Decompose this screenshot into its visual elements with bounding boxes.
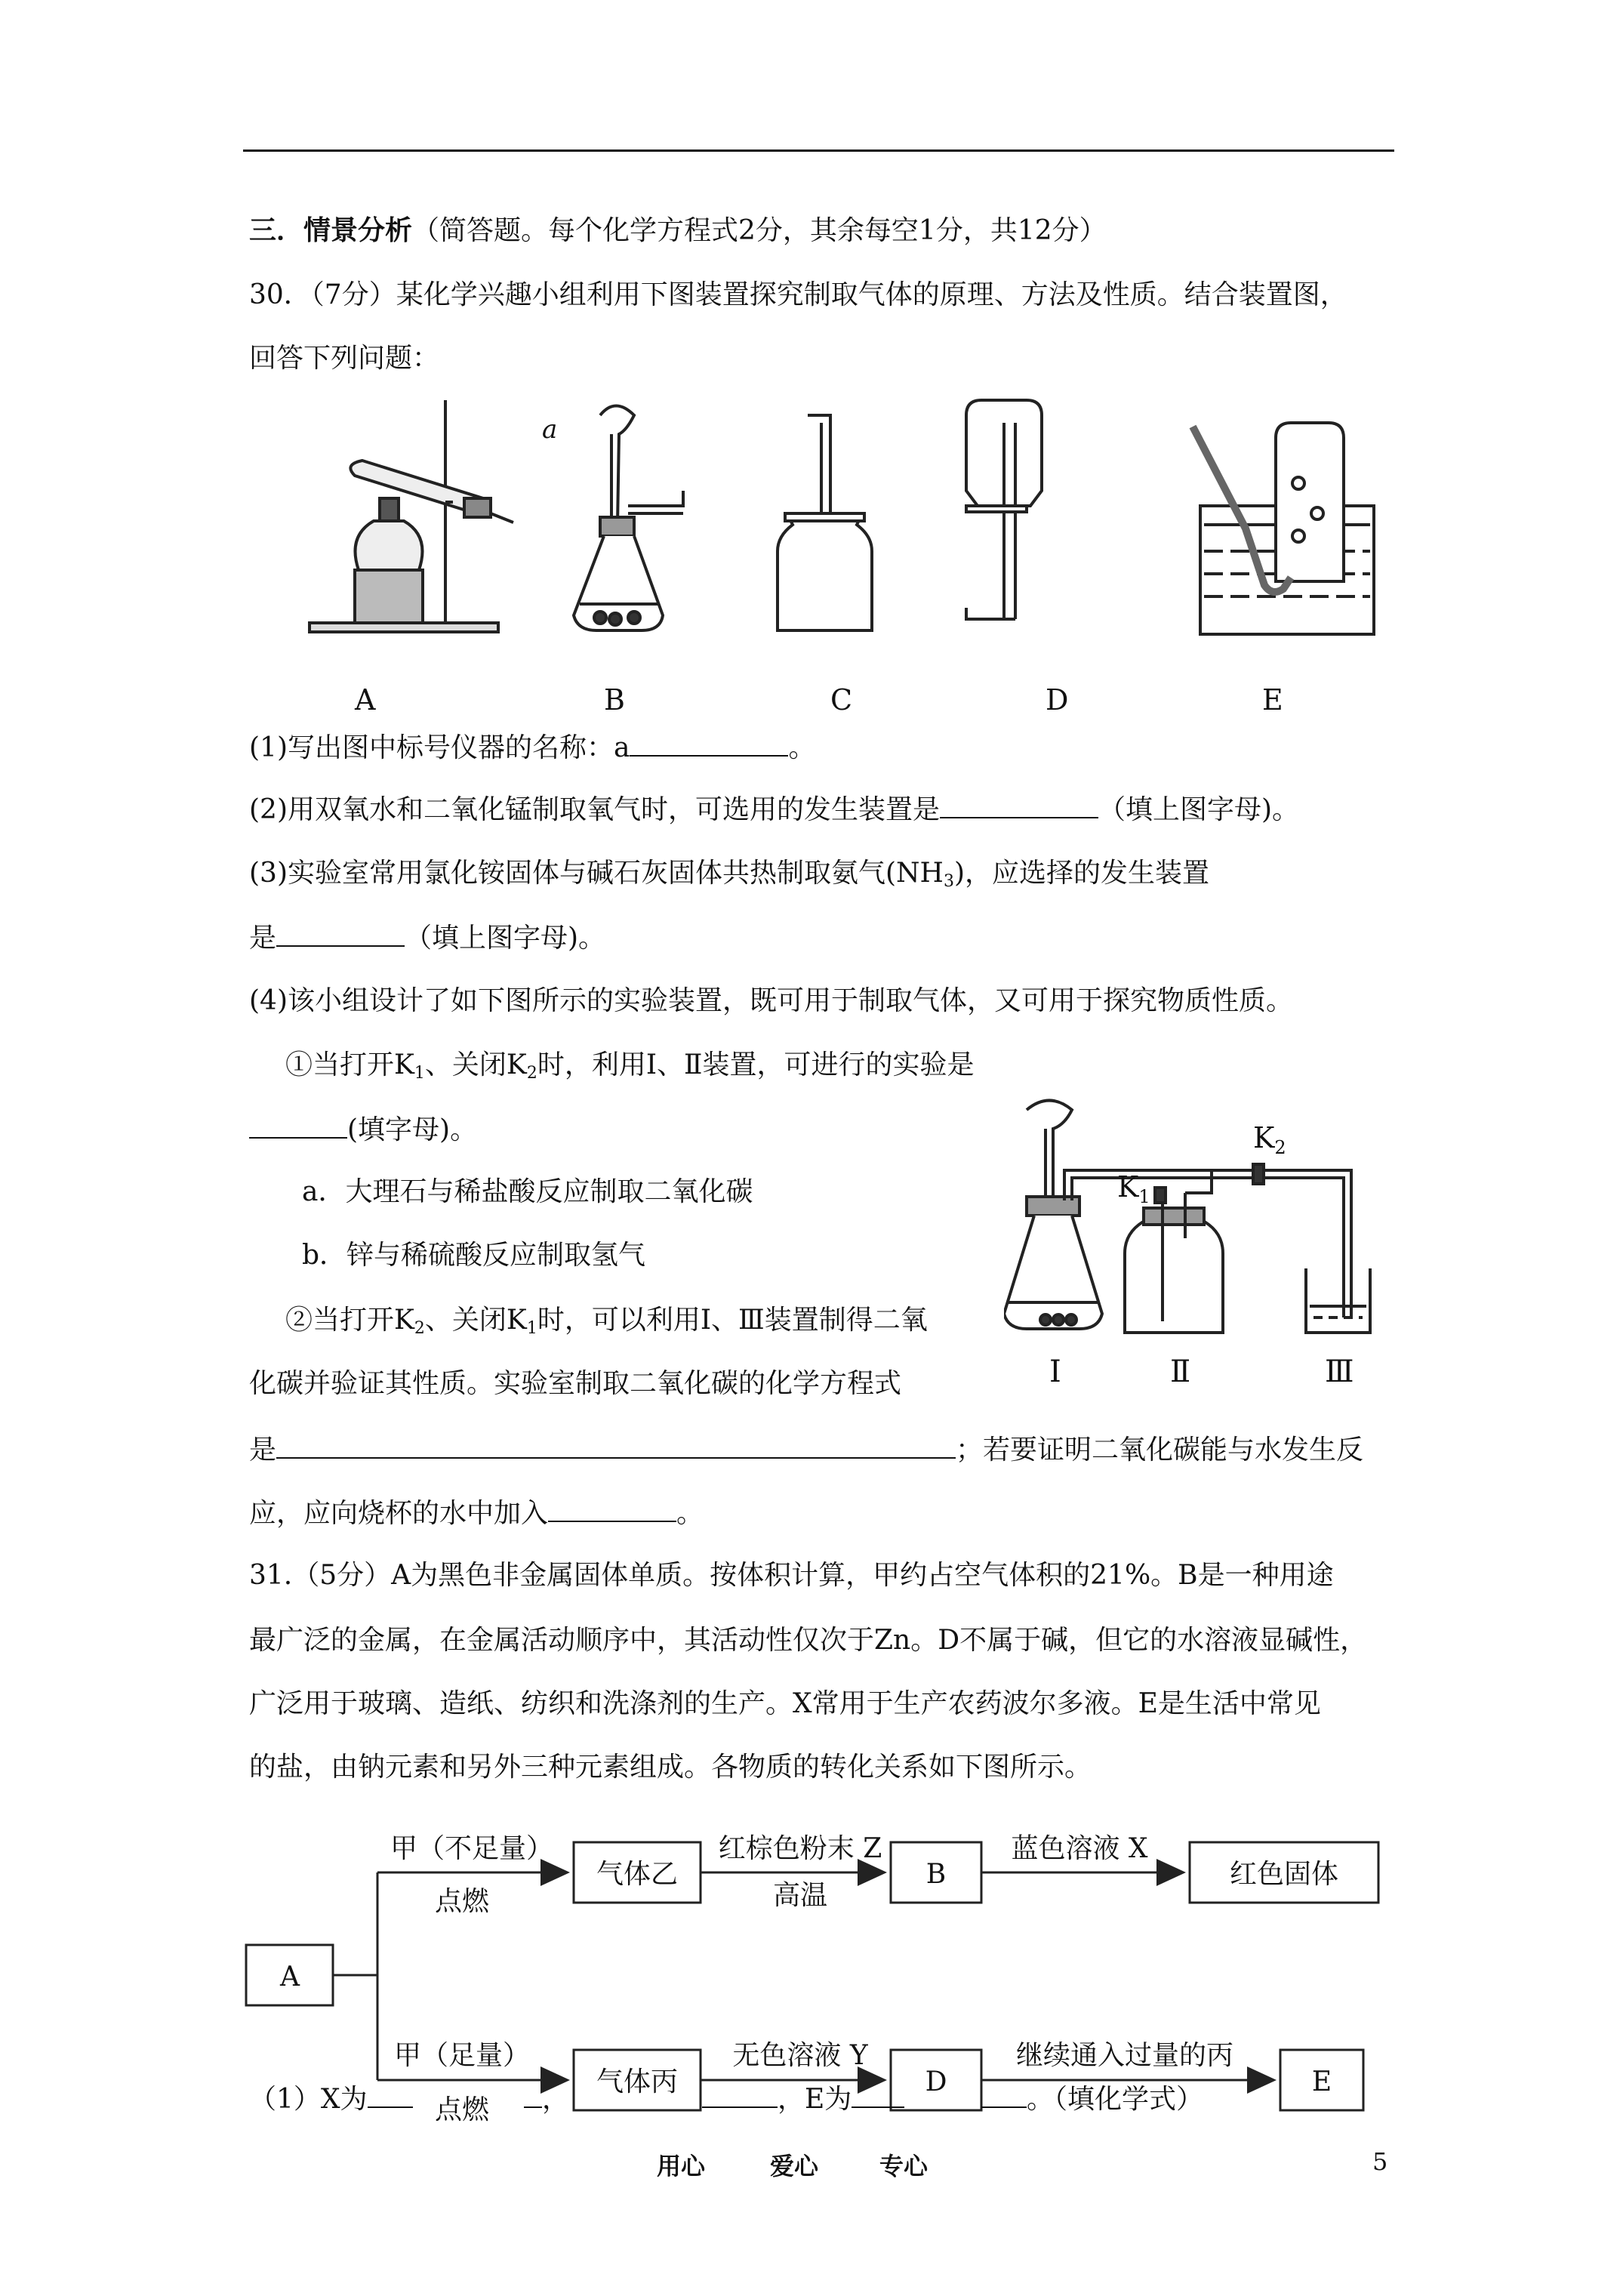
footer-right: 专心 <box>879 2152 929 2180</box>
section-note: （简答题。每个化学方程式2分，其余每空1分，共12分） <box>412 215 1107 246</box>
node-gas-bing: 气体丙 <box>596 2066 679 2097</box>
apparatus-label-d: D <box>1046 683 1069 717</box>
q31-suffix: 。（填化学式） <box>1027 2084 1204 2115</box>
conversion-flowchart <box>242 1820 1404 2122</box>
device-figure <box>1004 1095 1389 1397</box>
q30-sub4-part1-answer <box>249 1111 477 1148</box>
q31-mid1: ， <box>542 2084 570 2115</box>
apparatus-d <box>966 400 1042 619</box>
node-a: A <box>280 1962 300 1992</box>
arrow4-bottom-label: 点燃 <box>434 2094 490 2122</box>
section-title: 三．情景分析 <box>249 214 413 246</box>
q30-sub2 <box>249 791 1299 827</box>
apparatus-c <box>778 415 872 630</box>
header-rule <box>243 149 1394 152</box>
apparatus-label-e: E <box>1262 683 1283 717</box>
q31-blank2a[interactable] <box>524 2081 542 2108</box>
q31-line3: 广泛用于玻璃、造纸、纺织和洗涤剂的生产。X常用于生产农药波尔多液。E是生活中常见 <box>249 1688 1321 1719</box>
p1-c: 时，利用Ⅰ、Ⅱ装置，可进行的实验是 <box>537 1049 975 1080</box>
option-a: a．大理石与稀盐酸反应制取二氧化碳 <box>302 1176 753 1207</box>
apparatus-label-c: C <box>830 683 853 717</box>
option-b: b．锌与稀硫酸反应制取氢气 <box>302 1240 646 1271</box>
reagent-blank[interactable] <box>548 1495 676 1522</box>
apparatus-label-a: A <box>355 683 376 717</box>
p2-line4-prefix: 应，应向烧杯的水中加入 <box>249 1498 549 1529</box>
p2-a: ②当打开K <box>285 1305 414 1336</box>
q30-sub4-blank1[interactable] <box>249 1111 347 1139</box>
node-e: E <box>1311 2066 1332 2097</box>
q30-sub1 <box>249 729 815 766</box>
q31-line2: 最广泛的金属，在金属活动顺序中，其活动性仅次于Zn。D不属于碱，但它的水溶液显碱性， <box>249 1625 1368 1656</box>
arrow6-top-label: 继续通入过量的丙 <box>1015 2040 1234 2071</box>
q30-sub4-part2-line4 <box>249 1495 704 1531</box>
arrow3-top-label: 蓝色溶液 X <box>1011 1833 1148 1864</box>
q30-sub3-text: (3)实验室常用氯化铵固体与碱石灰固体共热制取氨气(NH <box>249 858 944 889</box>
arrow2-top-label: 红棕色粉末 Z <box>718 1833 882 1864</box>
q31-sub1-end <box>981 2081 1203 2117</box>
apparatus-e <box>1193 423 1374 634</box>
p2-line3-prefix: 是 <box>249 1435 277 1465</box>
nh3-subscript: 3 <box>943 872 954 891</box>
arrow4-top-label: 甲（足量） <box>393 2040 531 2071</box>
node-gas-yi: 气体乙 <box>596 1859 679 1890</box>
valve-k2-label: $K_2$ <box>1253 1121 1286 1158</box>
q30-sub3-text-end: )，应选择的发生装置 <box>953 858 1209 889</box>
q30-sub3-line2-prefix: 是 <box>249 923 277 954</box>
q30-sub2-blank[interactable] <box>940 791 1098 818</box>
q30-sub2-text: (2)用双氧水和二氧化锰制取氧气时，可选用的发生装置是 <box>249 794 940 825</box>
q31-mid2: ，E为 <box>778 2084 852 2115</box>
device-label-3: Ⅲ <box>1325 1354 1354 1389</box>
q30-sub1-blank[interactable] <box>630 729 788 757</box>
q30-sub4-intro: (4)该小组设计了如下图所示的实验装置，既可用于制取气体，又可用于探究物质性质。 <box>249 985 1293 1016</box>
q30-sub1-text: (1)写出图中标号仪器的名称：a <box>249 732 630 763</box>
q30-sub3-line1 <box>249 856 1209 899</box>
apparatus-a <box>310 400 513 632</box>
p2-sub1: 2 <box>414 1319 425 1338</box>
section-heading <box>249 213 1107 248</box>
equation-blank[interactable] <box>276 1432 956 1459</box>
p1-a: ①当打开K <box>285 1049 414 1080</box>
q31-sub1-mid1 <box>524 2081 569 2117</box>
q30-sub4-part2-line2: 化碳并验证其性质。实验室制取二氧化碳的化学方程式 <box>249 1368 902 1399</box>
q30-sub1-suffix: 。 <box>788 732 816 763</box>
q30-sub4-part2 <box>285 1303 928 1346</box>
p1-sub2: 2 <box>526 1064 537 1083</box>
apparatus-figure <box>302 393 1389 642</box>
q31-line4: 的盐，由钠元素和另外三种元素组成。各物质的转化关系如下图所示。 <box>249 1752 1092 1783</box>
arrow1-bottom-label: 点燃 <box>434 1886 490 1917</box>
arrow1-top-label: 甲（不足量） <box>390 1833 554 1864</box>
apparatus-label-b: B <box>604 683 625 717</box>
q30-sub3-suffix: （填上图字母)。 <box>405 923 606 954</box>
device-label-1: Ⅰ <box>1049 1354 1061 1389</box>
p2-line3-suffix: ；若要证明二氧化碳能与水发生反 <box>956 1435 1364 1465</box>
p1-sub1: 1 <box>414 1064 425 1083</box>
funnel-label-a: a <box>542 415 558 445</box>
node-red-solid: 红色固体 <box>1229 1859 1339 1890</box>
q31-sub1-mid2 <box>702 2081 904 2117</box>
p2-line4-suffix: 。 <box>676 1498 704 1529</box>
q31-sub1-prefix: （1）X为 <box>249 2084 368 2115</box>
page-number: 5 <box>1372 2147 1388 2176</box>
q30-sub4-part2-line3 <box>249 1432 1363 1468</box>
p2-sub2: 1 <box>526 1319 537 1338</box>
q31-x-blank[interactable] <box>368 2081 413 2108</box>
q30-intro-2: 回答下列问题： <box>249 343 440 374</box>
p1-suffix: (填字母)。 <box>347 1114 478 1145</box>
q30-sub3-blank[interactable] <box>276 920 405 947</box>
p2-b: 、关闭K <box>424 1305 527 1336</box>
q30-sub4-part1 <box>285 1048 975 1091</box>
q31-e-blank[interactable] <box>852 2081 904 2108</box>
p1-b: 、关闭K <box>424 1049 527 1080</box>
q31-y-blank[interactable] <box>702 2081 778 2108</box>
valve-k1-label: $K_1$ <box>1117 1170 1150 1207</box>
q30-sub2-suffix: （填上图字母)。 <box>1098 794 1300 825</box>
q31-line1: 31.（5分）A为黑色非金属固体单质。按体积计算，甲约占空气体积的21%。B是一种用途 <box>249 1560 1334 1591</box>
footer-middle: 爱心 <box>770 2152 819 2180</box>
device-label-2: Ⅱ <box>1170 1354 1191 1389</box>
apparatus-b <box>574 406 683 631</box>
node-d: D <box>925 2066 947 2097</box>
q31-sub1 <box>249 2081 413 2117</box>
arrow2-bottom-label: 高温 <box>772 1880 828 1911</box>
node-b: B <box>925 1859 947 1890</box>
arrow5-top-label: 无色溶液 Y <box>732 2040 868 2071</box>
p2-c: 时，可以利用Ⅰ、Ⅲ装置制得二氧 <box>537 1305 928 1336</box>
q31-d-blank[interactable] <box>981 2081 1027 2108</box>
q30-intro-1: 30．（7分）某化学兴趣小组利用下图装置探究制取气体的原理、方法及性质。结合装置图， <box>249 279 1347 310</box>
footer-left: 用心 <box>657 2152 706 2180</box>
q30-sub3-line2 <box>249 920 605 956</box>
